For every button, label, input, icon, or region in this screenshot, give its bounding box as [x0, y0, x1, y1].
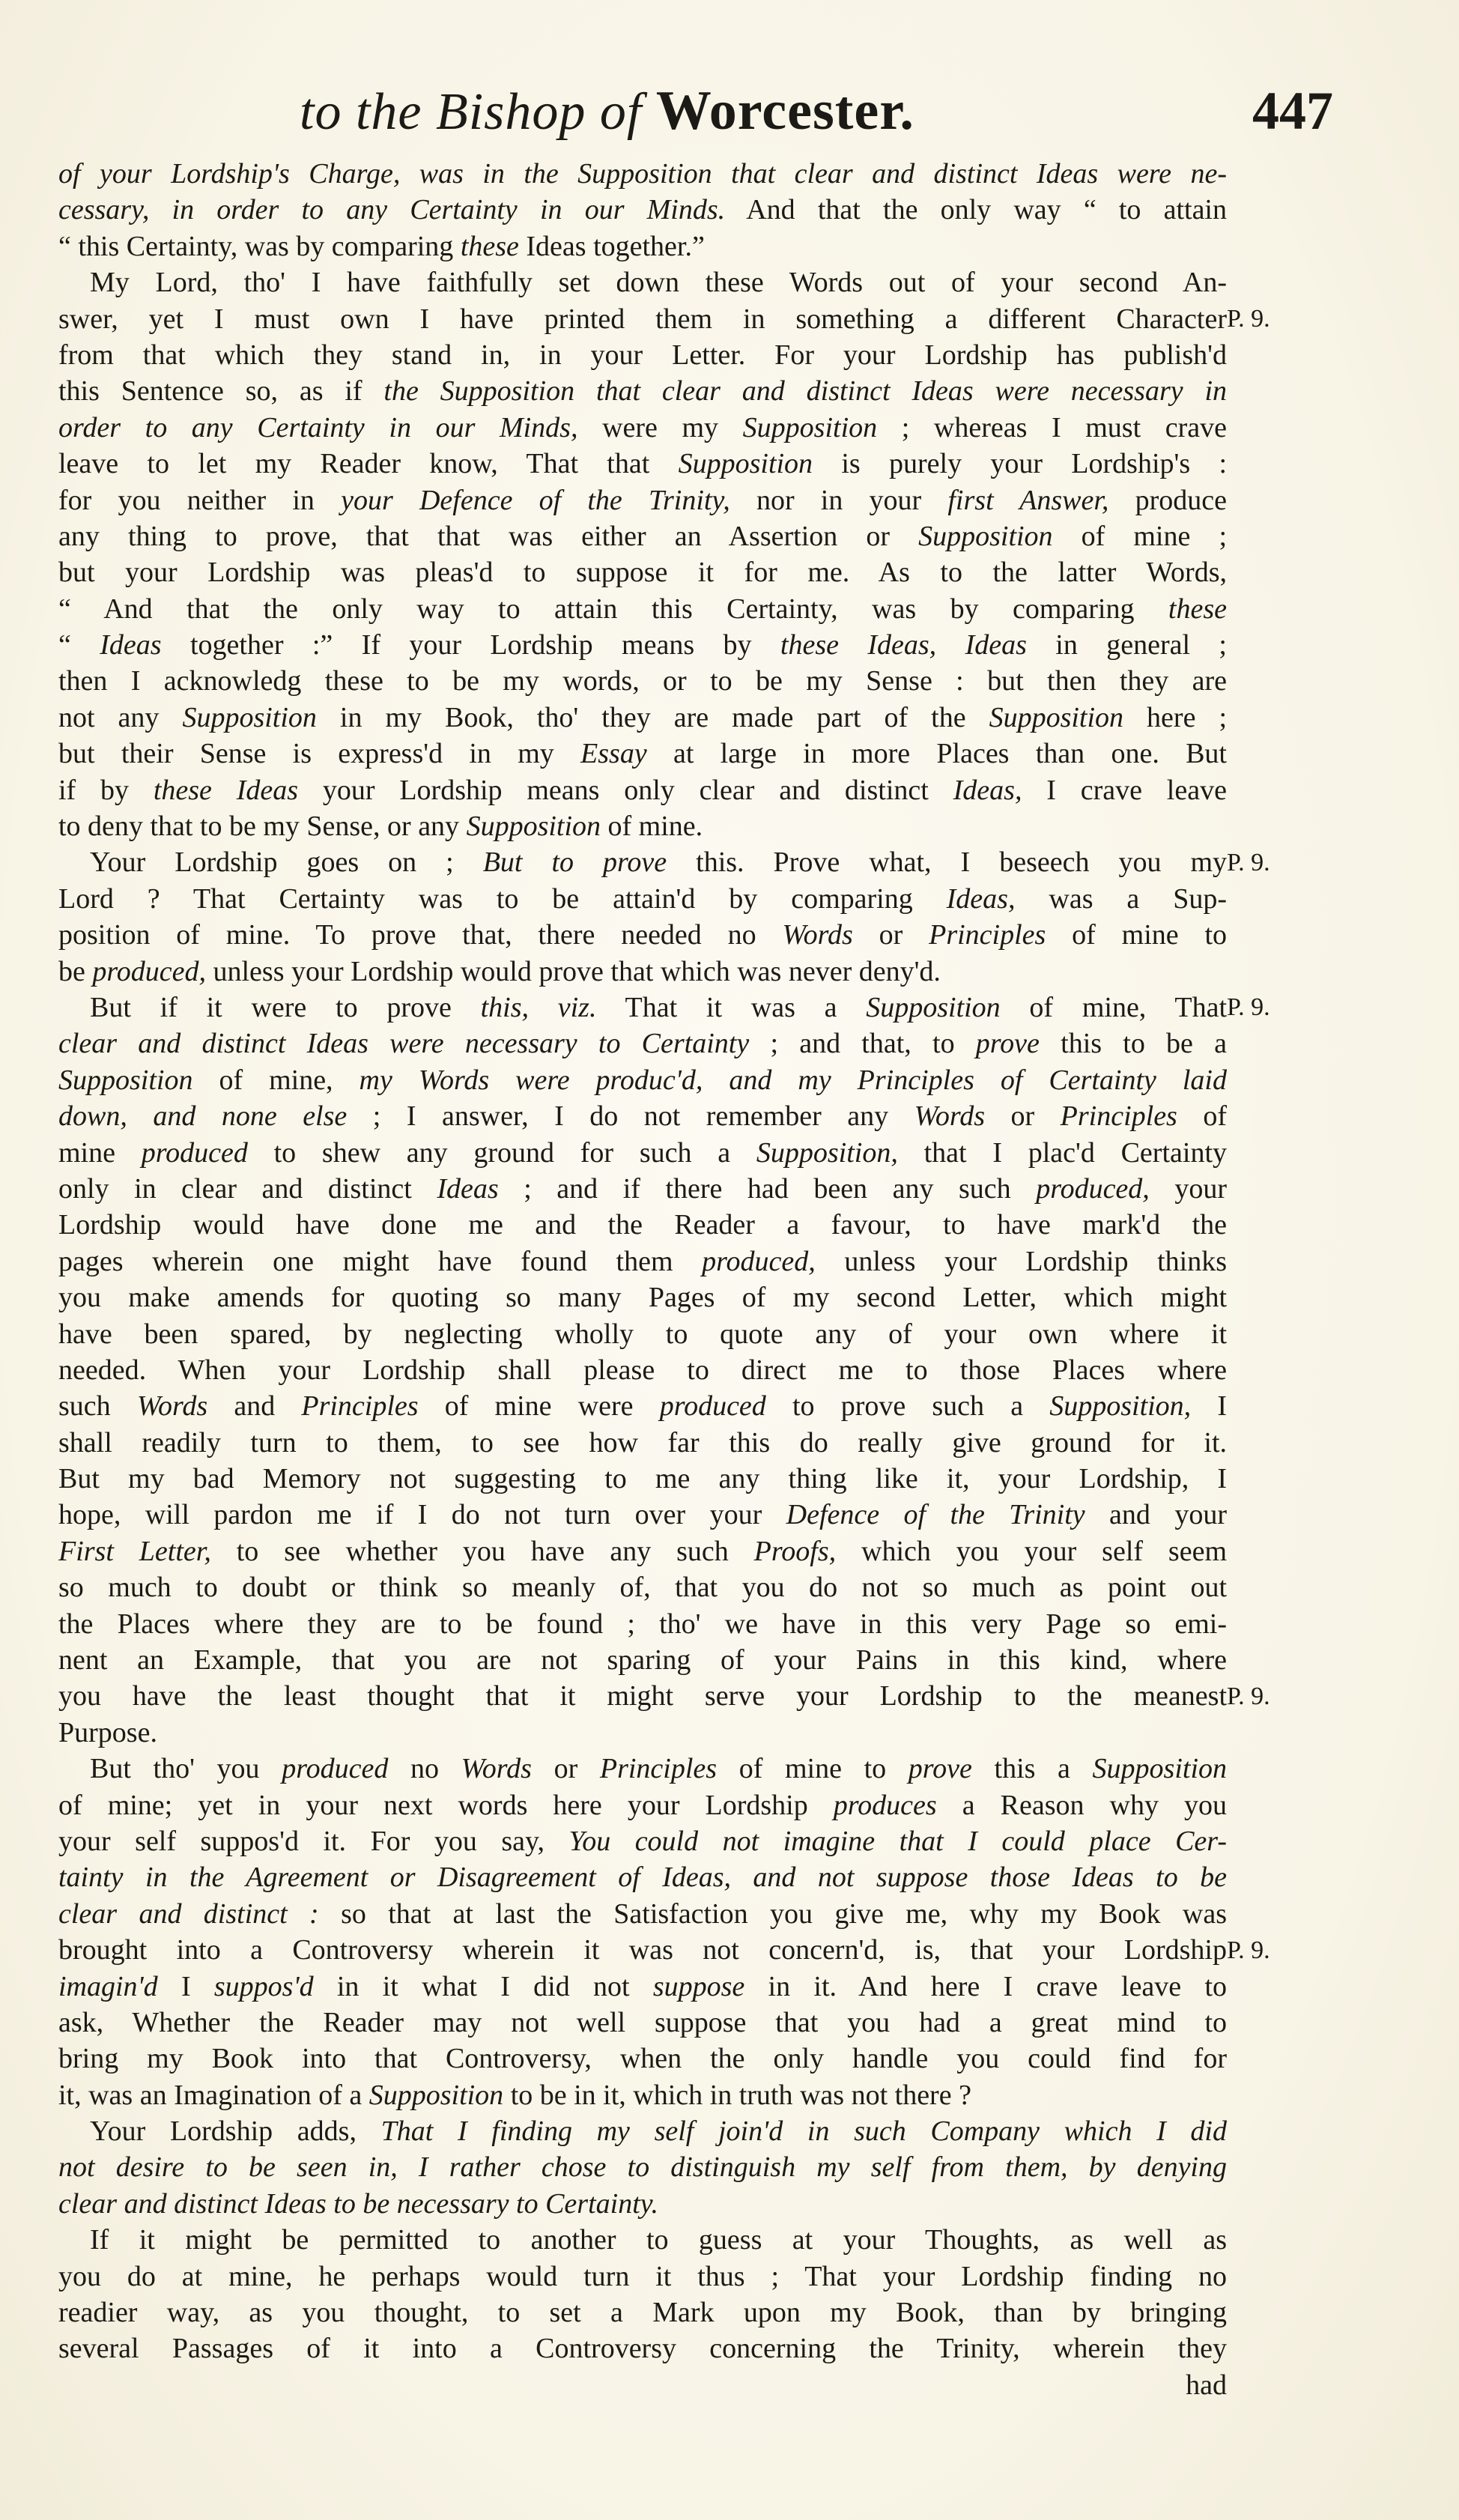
italic-run: Supposition	[182, 701, 317, 733]
text-run: in it what I did not	[313, 1970, 653, 2002]
text-run: such	[58, 1390, 137, 1423]
text-line	[58, 2005, 1227, 2041]
italic-run: Principles	[1060, 1100, 1177, 1133]
text-run: be	[58, 955, 93, 987]
italic-run: Proofs,	[753, 1535, 837, 1567]
text-run: was a Sup-	[1015, 882, 1227, 915]
italic-run: suppose	[652, 1970, 745, 2002]
text-run: for you neither in	[58, 484, 342, 516]
text-run: no	[388, 1753, 461, 1785]
text-run: if by	[58, 774, 154, 806]
text-line	[58, 1969, 1227, 2005]
text-run: Your Lordship adds,	[90, 2115, 381, 2148]
text-run: from that which they stand in, in your Letter. For your Lordship has publish'd	[58, 339, 1227, 371]
italic-run: these	[1168, 593, 1227, 625]
text-run: a Reason why you	[936, 1789, 1227, 1821]
text-run: not any	[58, 701, 183, 733]
text-run: I	[1191, 1390, 1227, 1423]
italic-run: clear and distinct Ideas were necessary to Certainty	[58, 1028, 750, 1060]
italic-run: produces	[833, 1789, 937, 1821]
italic-run: down, and none else	[58, 1100, 348, 1133]
text-line	[58, 917, 1227, 953]
page-header	[0, 73, 1459, 148]
italic-run: order to any Certainty in our Minds,	[58, 411, 578, 443]
text-run: ; I answer, I do not remember any	[347, 1100, 914, 1133]
italic-run: produced,	[1036, 1172, 1150, 1205]
text-run: several Passages of it into a Controversy concerning the Trinity, wherein they	[58, 2333, 1227, 2365]
text-line	[58, 1533, 1227, 1569]
text-run: of mine were	[418, 1390, 660, 1423]
text-line	[58, 1352, 1227, 1388]
text-run: “	[58, 629, 100, 661]
catchword: had	[1186, 2369, 1227, 2401]
text-run: but your Lordship was pleas'd to suppose it for me. As to the latter Words,	[58, 557, 1227, 589]
text-line	[58, 554, 1227, 590]
text-line	[58, 192, 1227, 228]
text-line	[58, 301, 1227, 337]
text-line	[58, 1098, 1227, 1134]
text-run: or	[531, 1753, 600, 1785]
text-run: “ this Certainty, was by comparing	[58, 230, 461, 262]
text-run: ; whereas I must crave	[877, 411, 1227, 443]
text-line	[58, 373, 1227, 409]
text-run: Your Lordship goes on ;	[90, 846, 483, 879]
text-run: but their Sense is express'd in my	[58, 738, 581, 770]
italic-run: You could not imagine that I could place Cer-	[568, 1825, 1227, 1857]
italic-run: this, viz.	[480, 991, 597, 1023]
text-line	[58, 1425, 1227, 1461]
text-run: Lordship would have done me and the Reader a favour, to have mark'd the	[58, 1209, 1227, 1241]
text-run: your self suppos'd it. For you say,	[58, 1825, 569, 1857]
italic-run: these	[460, 230, 519, 262]
text-line	[58, 1751, 1227, 1787]
text-line	[58, 1316, 1227, 1352]
text-run: any thing to prove, that that was either an Assertion or	[58, 520, 919, 552]
text-line	[58, 518, 1227, 554]
text-line	[58, 1062, 1227, 1098]
text-run: which you your self seem	[836, 1535, 1227, 1567]
text-line	[58, 2149, 1227, 2185]
text-run: here ;	[1123, 701, 1227, 733]
italic-run: Supposition	[466, 811, 601, 843]
text-run: swer, yet I must own I have printed them in something a different Character	[58, 303, 1227, 335]
italic-run: Supposition	[989, 701, 1124, 733]
text-line	[58, 2222, 1227, 2258]
text-run: then I acknowledg these to be my words, or to be my Sense : but then they are	[58, 665, 1227, 697]
italic-run: not desire to be seen in, I rather chose to distinguish my self from them, by denying	[58, 2151, 1227, 2184]
italic-run: clear and distinct Ideas to be necessary to Certainty.	[58, 2187, 659, 2220]
text-run: ; and if there had been any such	[498, 1172, 1037, 1205]
text-line	[58, 844, 1227, 880]
text-run: so much to doubt or think so meanly of, that you do not so much as point out	[58, 1572, 1227, 1604]
italic-run: Ideas,	[953, 774, 1022, 806]
text-line	[58, 954, 1227, 990]
text-run: only in clear and distinct	[58, 1172, 437, 1205]
text-run: in it. And here I crave leave to	[744, 1970, 1227, 2002]
text-line	[58, 482, 1227, 518]
text-line	[58, 1932, 1227, 1968]
text-line	[58, 2186, 1227, 2222]
text-run: But tho' you	[90, 1753, 282, 1785]
text-line	[58, 1026, 1227, 1061]
italic-run: Ideas	[437, 1172, 499, 1205]
text-run: of	[1177, 1100, 1227, 1133]
text-run: of mine, That	[1000, 991, 1227, 1023]
text-run: pages wherein one might have found them	[58, 1245, 703, 1277]
text-run: needed. When your Lordship shall please to direct me to those Places where	[58, 1354, 1227, 1386]
text-run: this. Prove what, I beseech you my	[667, 846, 1227, 879]
text-run: that I plac'd Certainty	[897, 1136, 1227, 1169]
italic-run: Essay	[580, 738, 647, 770]
text-run: If it might be permitted to another to guess at your Thoughts, as well as	[90, 2224, 1227, 2256]
italic-run: prove	[975, 1028, 1040, 1060]
page-number: 447	[1252, 81, 1333, 141]
italic-run: But to prove	[482, 846, 667, 879]
text-run: I crave leave	[1022, 774, 1227, 806]
text-line	[58, 1606, 1227, 1642]
text-run: have been spared, by neglecting wholly to quote any of your own where it	[58, 1318, 1227, 1350]
margin-page-ref: P. 9.	[1227, 304, 1270, 333]
text-run: to see whether you have any such	[210, 1535, 754, 1567]
text-line	[58, 2259, 1227, 2295]
text-run: brought into a Controversy wherein it was not concern'd, is, that your Lordship	[58, 1934, 1227, 1966]
text-run: to prove such a	[765, 1390, 1050, 1423]
text-run: My Lord, tho' I have faithfully set down these Words out of your second An-	[90, 267, 1227, 299]
italic-run: your Defence of the Trinity,	[341, 484, 730, 516]
text-run: or	[985, 1100, 1061, 1133]
italic-run: first Answer,	[947, 484, 1109, 516]
italic-run: produced,	[92, 955, 206, 987]
italic-run: Principles	[599, 1753, 718, 1785]
margin-page-ref: P. 9.	[1227, 993, 1270, 1022]
italic-run: the Supposition that clear and distinct Ideas were necessary in	[383, 375, 1227, 408]
italic-run: tainty in the Agreement or Disagreement of Ideas, and not suppose those Ideas to be	[58, 1862, 1227, 1894]
text-run: to be in it, which in truth was not there ?	[503, 2079, 971, 2111]
italic-run: Supposition	[918, 520, 1053, 552]
text-run: it, was an Imagination of a	[58, 2079, 369, 2111]
text-run: this a	[971, 1753, 1093, 1785]
text-line	[58, 156, 1227, 192]
text-line	[58, 663, 1227, 699]
text-run: That it was a	[596, 991, 867, 1023]
italic-run: produced	[659, 1390, 766, 1423]
text-line	[58, 264, 1227, 300]
italic-run: That I finding my self join'd in such Company which I did	[380, 2115, 1227, 2148]
text-run: position of mine. To prove that, there needed no	[58, 919, 783, 951]
text-run: unless your Lordship thinks	[815, 1245, 1227, 1277]
text-line	[58, 1678, 1227, 1714]
text-run: Lord ? That Certainty was to be attain'd by comparing	[58, 882, 947, 915]
text-run: you do at mine, he perhaps would turn it thus ; That your Lordship finding no	[58, 2260, 1227, 2292]
italic-run: imagin'd	[58, 1970, 158, 2002]
text-run: or	[852, 919, 929, 951]
italic-run: Words	[136, 1390, 208, 1423]
text-run: Purpose.	[58, 1716, 157, 1748]
italic-run: Principles	[929, 919, 1046, 951]
text-run: mine	[58, 1136, 142, 1169]
text-run: of mine to	[717, 1753, 909, 1785]
text-line	[58, 1896, 1227, 1932]
text-line	[58, 1461, 1227, 1497]
text-line	[58, 2330, 1227, 2366]
text-run: your	[1149, 1172, 1227, 1205]
text-run: bring my Book into that Controversy, when the only handle you could find for	[58, 2043, 1227, 2075]
text-run: of mine,	[192, 1064, 360, 1096]
text-line	[58, 1497, 1227, 1533]
italic-run: Supposition	[58, 1064, 193, 1096]
running-head-text: to the Bishop of	[300, 83, 656, 141]
text-run: were my	[577, 411, 743, 443]
text-run: of mine; yet in your next words here your Lordship	[58, 1789, 834, 1821]
text-run: and	[207, 1390, 302, 1423]
italic-run: these Ideas, Ideas	[780, 629, 1027, 661]
text-line	[58, 2041, 1227, 2077]
text-run: nor in your	[730, 484, 948, 516]
text-line	[58, 700, 1227, 736]
text-run: readier way, as you thought, to set a Mark upon my Book, than by bringing	[58, 2297, 1227, 2329]
text-run: this Sentence so, as if	[58, 375, 384, 408]
italic-run: these Ideas	[153, 774, 299, 806]
running-head	[300, 73, 914, 150]
italic-run: Supposition,	[756, 1136, 898, 1169]
text-line	[58, 736, 1227, 772]
text-line	[58, 1787, 1227, 1823]
text-run: to deny that to be my Sense, or any	[58, 811, 467, 843]
text-line	[58, 881, 1227, 917]
italic-run: Supposition	[742, 411, 878, 443]
text-line	[58, 2077, 1227, 2113]
italic-run: Ideas,	[946, 882, 1016, 915]
text-run: leave to let my Reader know, That that	[58, 448, 679, 480]
text-line	[58, 1279, 1227, 1315]
text-line	[58, 337, 1227, 373]
italic-run: produced	[282, 1753, 389, 1785]
text-run: you have the least thought that it might serve your Lordship to the meanest	[58, 1680, 1227, 1712]
italic-run: prove	[908, 1753, 972, 1785]
text-line	[58, 228, 1227, 264]
italic-run: of your Lordship's Charge, was in the Supposition that clear and distinct Ideas were ne-	[58, 158, 1227, 190]
text-run: you make amends for quoting so many Pages of my second Letter, which might	[58, 1282, 1227, 1314]
text-run: in my Book, tho' they are made part of the	[316, 701, 989, 733]
text-line	[58, 1207, 1227, 1243]
text-run: the Places where they are to be found ; tho' we have in this very Page so emi-	[58, 1608, 1227, 1640]
text-run: your Lordship means only clear and distinct	[298, 774, 953, 806]
text-line	[58, 1859, 1227, 1895]
text-run: together :” If your Lordship means by	[161, 629, 780, 661]
text-line	[58, 446, 1227, 482]
italic-run: Words	[914, 1100, 985, 1133]
text-line	[58, 2113, 1227, 2149]
italic-run: First Letter,	[58, 1535, 211, 1567]
italic-run: Supposition	[368, 2079, 504, 2111]
italic-run: Supposition	[866, 991, 1001, 1023]
text-line	[58, 1715, 1227, 1751]
text-run: of mine ;	[1052, 520, 1227, 552]
text-line	[58, 1569, 1227, 1605]
text-run: shall readily turn to them, to see how far this do really give ground for it.	[58, 1426, 1227, 1459]
text-run: in general ;	[1026, 629, 1227, 661]
text-line	[58, 808, 1227, 844]
text-run: and your	[1085, 1499, 1227, 1531]
text-run: unless your Lordship would prove that which was never deny'd.	[206, 955, 941, 987]
italic-run: Supposition	[678, 448, 813, 480]
text-run: this to be a	[1039, 1028, 1227, 1060]
text-line	[58, 1171, 1227, 1207]
margin-page-ref: P. 9.	[1227, 848, 1270, 876]
italic-run: suppos'd	[213, 1970, 314, 2002]
italic-run: Words	[782, 919, 853, 951]
text-run: at large in more Places than one. But	[646, 738, 1227, 770]
italic-run: Principles	[301, 1390, 419, 1423]
text-line	[58, 990, 1227, 1026]
text-line	[58, 627, 1227, 663]
text-run: hope, will pardon me if I do not turn over your	[58, 1499, 786, 1531]
running-head-bold: Worcester.	[655, 80, 914, 142]
text-run: nent an Example, that you are not sparing of your Pains in this kind, where	[58, 1644, 1227, 1677]
text-line	[58, 591, 1227, 627]
text-line	[58, 1642, 1227, 1678]
italic-run: my Words were produc'd, and my Principles of Certainty laid	[359, 1064, 1227, 1096]
text-run: ask, Whether the Reader may not well suppose that you had a great mind to	[58, 2006, 1227, 2038]
body-text	[58, 156, 1227, 2403]
text-line	[58, 410, 1227, 446]
text-line	[58, 1135, 1227, 1171]
text-run: I	[157, 1970, 214, 2002]
italic-run: Words	[461, 1753, 532, 1785]
margin-page-ref: P. 9.	[1227, 1936, 1270, 1964]
text-run: of mine.	[601, 811, 703, 843]
italic-run: clear and distinct :	[58, 1897, 319, 1930]
italic-run: cessary, in order to any Certainty in our Minds.	[58, 194, 726, 226]
text-run: of mine to	[1046, 919, 1227, 951]
text-run: Ideas together.”	[518, 230, 705, 262]
text-run: is purely your Lordship's :	[813, 448, 1227, 480]
text-run: And that the only way “ to attain	[725, 194, 1227, 226]
italic-run: Supposition,	[1049, 1390, 1192, 1423]
italic-run: Supposition	[1092, 1753, 1227, 1785]
italic-run: produced,	[702, 1245, 816, 1277]
text-run: so that at last the Satisfaction you give me, why my Book was	[318, 1897, 1227, 1930]
text-run: to shew any ground for such a	[247, 1136, 756, 1169]
italic-run: Ideas	[100, 629, 162, 661]
italic-run: produced	[141, 1136, 248, 1169]
text-run: ; and that, to	[749, 1028, 976, 1060]
text-run: “ And that the only way to attain this Certainty, was by comparing	[58, 593, 1168, 625]
text-line	[58, 1244, 1227, 1279]
text-run: But my bad Memory not suggesting to me any thing like it, your Lordship, I	[58, 1463, 1227, 1495]
margin-page-ref: P. 9.	[1227, 1682, 1270, 1710]
text-line	[58, 1388, 1227, 1424]
text-run: produce	[1108, 484, 1227, 516]
text-line	[58, 2295, 1227, 2330]
text-run: But if it were to prove	[90, 991, 481, 1023]
italic-run: Defence of the Trinity	[786, 1499, 1085, 1531]
text-line	[58, 1823, 1227, 1859]
text-line	[58, 772, 1227, 808]
